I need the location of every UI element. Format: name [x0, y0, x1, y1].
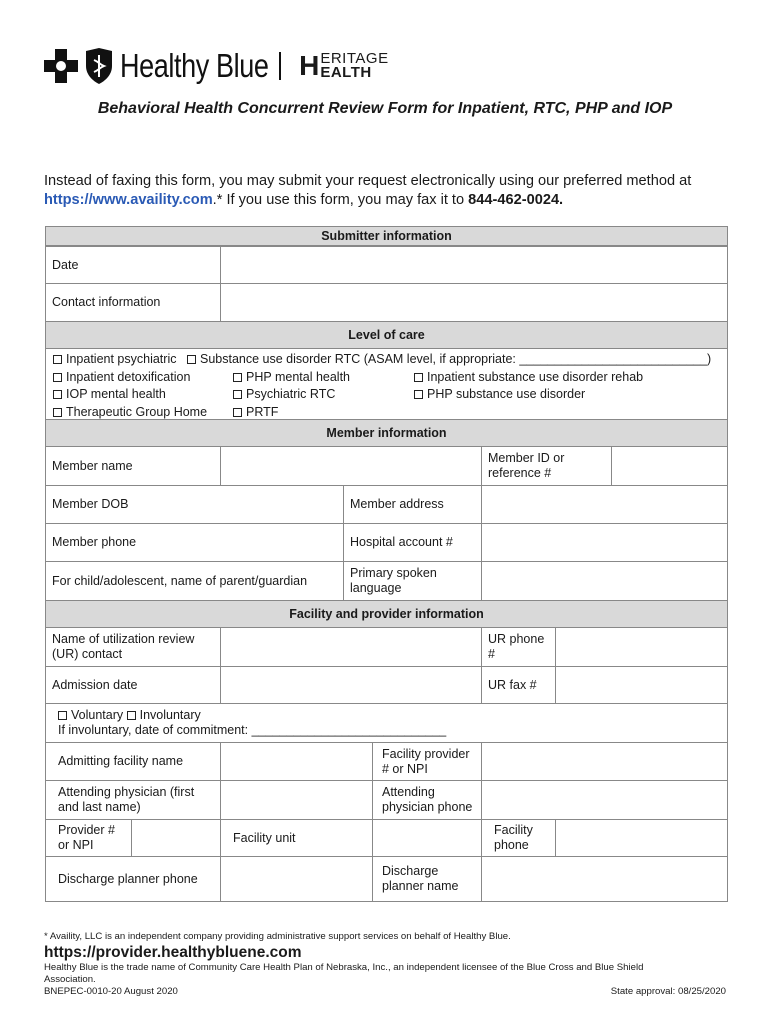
hospital-account-label: Hospital account #	[343, 523, 482, 562]
provider-url[interactable]: https://provider.healthybluene.com	[44, 944, 302, 961]
checkbox-icon[interactable]	[187, 355, 196, 364]
attending-phone-label: Attending physician phone	[372, 780, 482, 820]
fax-number: 844-462-0024.	[468, 192, 564, 208]
availity-disclaimer: * Availity, LLC is an independent company providing administrative support services on behalf of Healthy Blue.	[44, 931, 511, 942]
discharge-name-label: Discharge planner name	[372, 856, 482, 902]
ur-contact-label: Name of utilization review (UR) contact	[45, 627, 221, 667]
admitting-facility-field[interactable]	[220, 742, 373, 781]
member-address-label: Member address	[343, 485, 482, 524]
voluntary-option[interactable]: Voluntary	[58, 708, 123, 722]
guardian-label: For child/adolescent, name of parent/guardian	[45, 561, 344, 601]
loc-therapeutic-group-home[interactable]: Therapeutic Group Home	[53, 405, 207, 419]
member-id-label: Member ID or reference #	[481, 446, 612, 486]
brand-name: Healthy Blue	[120, 47, 269, 84]
header-logos	[44, 44, 389, 88]
contact-field[interactable]	[220, 283, 728, 322]
facility-unit-field[interactable]	[372, 819, 482, 857]
loc-prtf[interactable]: PRTF	[233, 405, 278, 419]
blue-shield-icon	[84, 48, 114, 84]
checkbox-icon[interactable]	[414, 390, 423, 399]
member-name-field[interactable]	[220, 446, 482, 486]
commitment-date-label: If involuntary, date of commitment: ____________________________	[58, 723, 447, 737]
member-id-field[interactable]	[611, 446, 728, 486]
facility-heading: Facility and provider information	[45, 600, 728, 628]
language-label: Primary spoken language	[343, 561, 482, 601]
admitting-facility-label: Admitting facility name	[45, 742, 221, 781]
ur-phone-label: UR phone #	[481, 627, 556, 667]
logo-divider	[279, 52, 281, 80]
heritage-initial: H	[299, 50, 320, 81]
date-field[interactable]	[220, 246, 728, 284]
checkbox-icon[interactable]	[414, 373, 423, 382]
language-field[interactable]	[481, 561, 728, 601]
loc-php-mental[interactable]: PHP mental health	[233, 370, 350, 384]
state-approval: State approval: 08/25/2020	[610, 986, 726, 997]
involuntary-option[interactable]: Involuntary	[127, 708, 201, 722]
attending-physician-field[interactable]	[220, 780, 373, 820]
checkbox-icon[interactable]	[53, 373, 62, 382]
heritage-top: ERITAGE	[320, 50, 389, 67]
form-title: Behavioral Health Concurrent Review Form for Inpatient, RTC, PHP and IOP	[97, 100, 673, 117]
loc-sud-rtc[interactable]: Substance use disorder RTC (ASAM level, if appropriate: ___________________________)	[187, 352, 711, 366]
heritage-health-logo	[299, 50, 388, 82]
form-code: BNEPEC-0010-20 August 2020	[44, 986, 178, 997]
facility-phone-field[interactable]	[555, 819, 728, 857]
member-heading: Member information	[45, 419, 728, 447]
commitment-options	[58, 708, 201, 723]
submitter-heading: Submitter information	[45, 226, 728, 246]
date-label: Date	[45, 246, 221, 284]
checkbox-icon[interactable]	[53, 408, 62, 417]
provider-npi-field[interactable]	[131, 819, 221, 857]
loc-inpatient-psych[interactable]: Inpatient psychiatric	[53, 352, 176, 366]
blue-cross-icon	[44, 49, 78, 83]
member-phone-label: Member phone	[45, 523, 344, 562]
facility-phone-label: Facility phone	[481, 819, 556, 857]
attending-phone-field[interactable]	[481, 780, 728, 820]
attending-physician-label: Attending physician (first and last name)	[45, 780, 221, 820]
ur-contact-field[interactable]	[220, 627, 482, 667]
loc-inpatient-sud-rehab[interactable]: Inpatient substance use disorder rehab	[414, 370, 643, 384]
loc-php-sud[interactable]: PHP substance use disorder	[414, 387, 585, 401]
ur-fax-label: UR fax #	[481, 666, 556, 704]
intro-line: Instead of faxing this form, you may submit your request electronically using our preferred method at	[44, 173, 692, 189]
trade-name-notice: Healthy Blue is the trade name of Community Care Health Plan of Nebraska, Inc., an independent licensee of the Blue Cross and Blue Shield Association.	[44, 962, 644, 985]
facility-unit-label: Facility unit	[220, 819, 373, 857]
admission-date-field[interactable]	[220, 666, 482, 704]
loc-iop-mental[interactable]: IOP mental health	[53, 387, 166, 401]
intro-middle: .* If you use this form, you may fax it to	[212, 192, 469, 208]
provider-npi-label: Provider # or NPI	[45, 819, 132, 857]
checkbox-icon[interactable]	[233, 408, 242, 417]
intro-paragraph	[44, 172, 734, 210]
checkbox-icon[interactable]	[233, 390, 242, 399]
discharge-name-field[interactable]	[481, 856, 728, 902]
discharge-phone-field[interactable]	[220, 856, 373, 902]
loc-inpatient-detox[interactable]: Inpatient detoxification	[53, 370, 190, 384]
ur-fax-field[interactable]	[555, 666, 728, 704]
hospital-account-field[interactable]	[481, 523, 728, 562]
member-address-field[interactable]	[481, 485, 728, 524]
heritage-bottom: EALTH	[320, 64, 372, 81]
availity-link[interactable]: https://www.availity.com	[44, 192, 213, 208]
checkbox-icon[interactable]	[53, 390, 62, 399]
checkbox-icon[interactable]	[233, 373, 242, 382]
member-dob-label: Member DOB	[45, 485, 344, 524]
member-name-label: Member name	[45, 446, 221, 486]
checkbox-icon[interactable]	[127, 711, 136, 720]
level-of-care-heading: Level of care	[45, 321, 728, 349]
checkbox-icon[interactable]	[58, 711, 67, 720]
facility-provider-field[interactable]	[481, 742, 728, 781]
contact-label: Contact information	[45, 283, 221, 322]
admission-date-label: Admission date	[45, 666, 221, 704]
loc-psych-rtc[interactable]: Psychiatric RTC	[233, 387, 335, 401]
discharge-phone-label: Discharge planner phone	[45, 856, 221, 902]
checkbox-icon[interactable]	[53, 355, 62, 364]
commitment-box	[45, 703, 728, 743]
ur-phone-field[interactable]	[555, 627, 728, 667]
facility-provider-label: Facility provider # or NPI	[372, 742, 482, 781]
